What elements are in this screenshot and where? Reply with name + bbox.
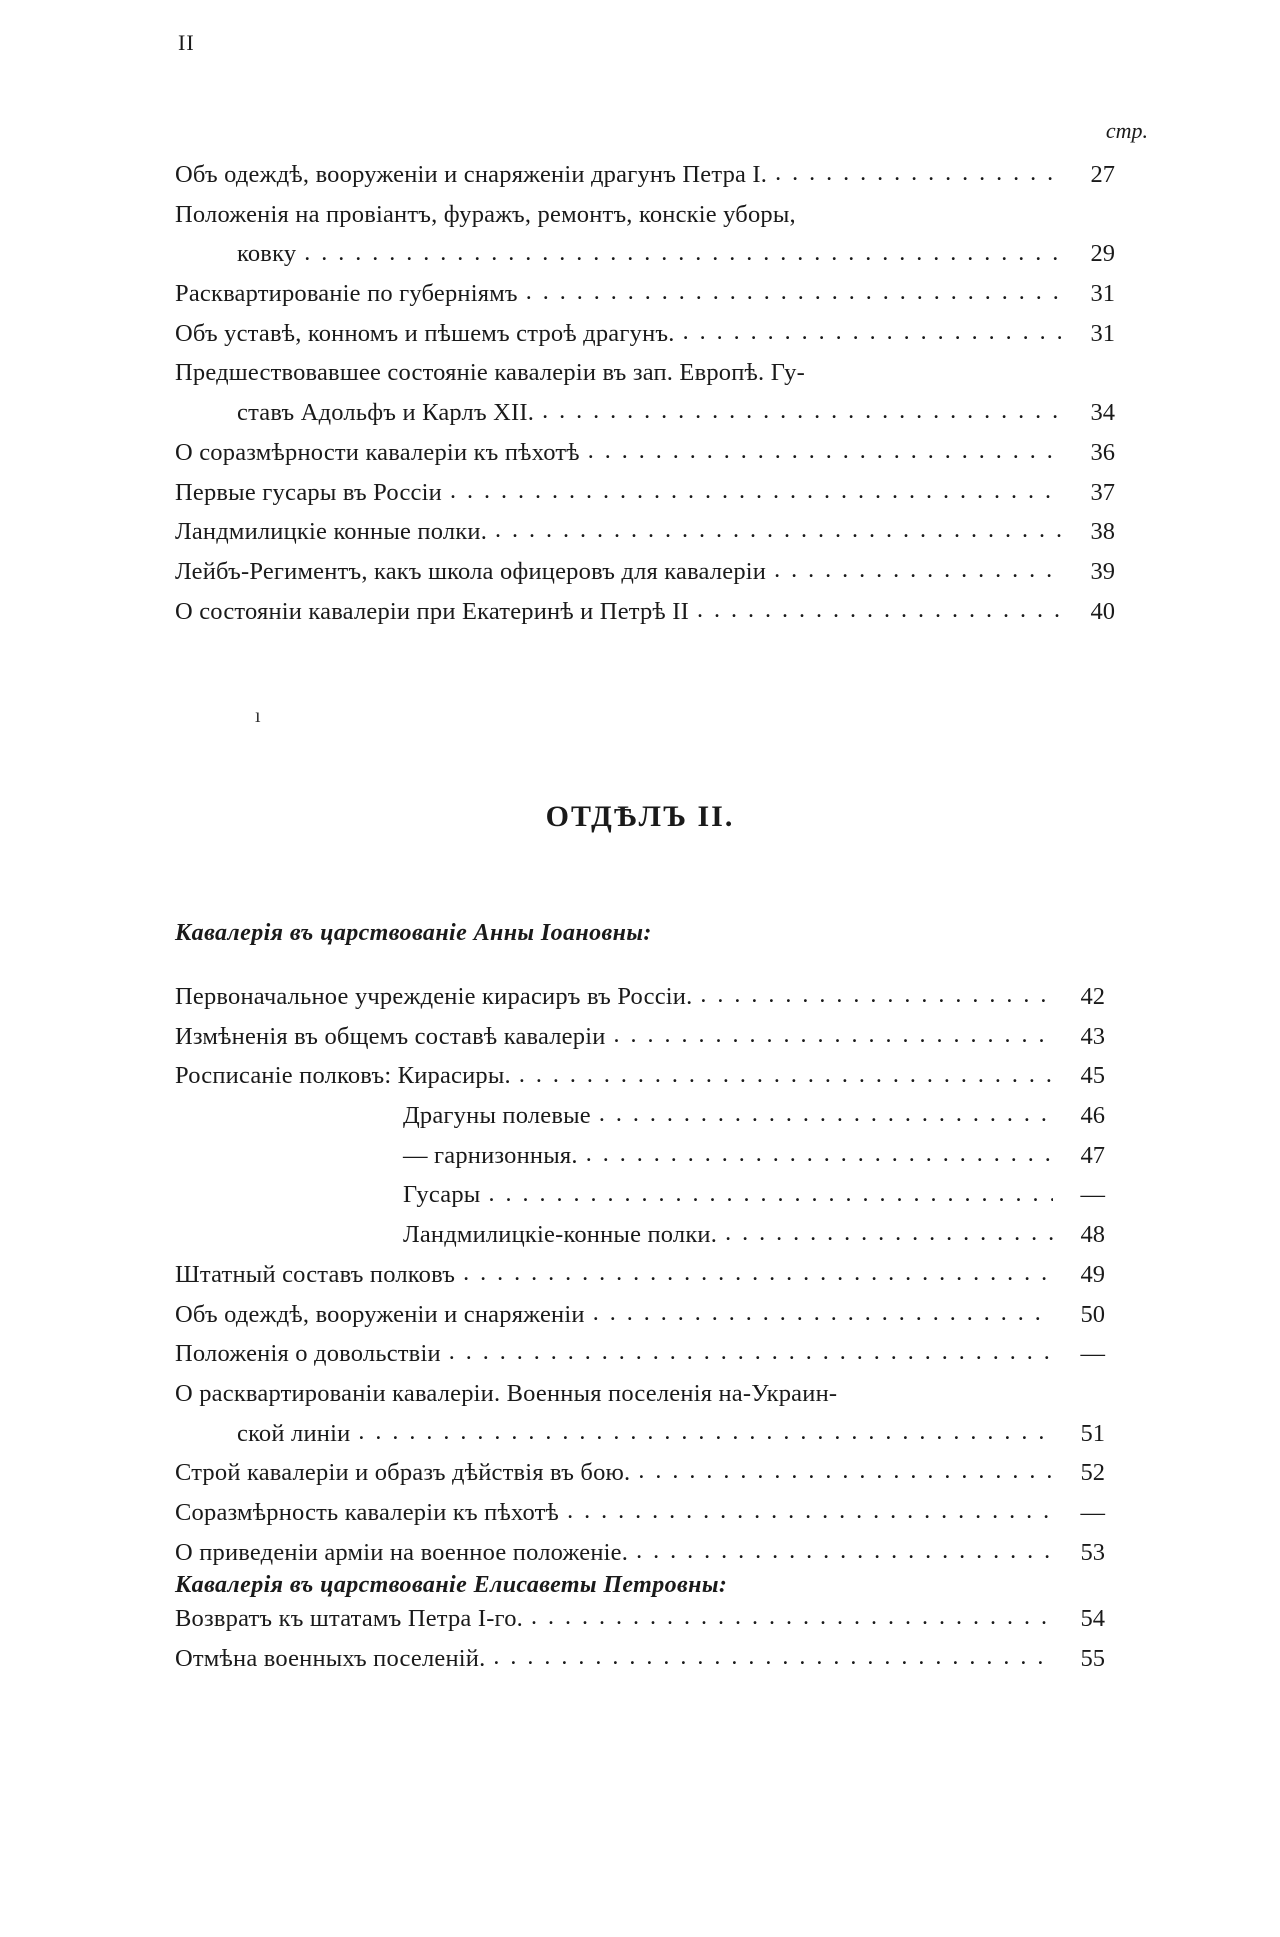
toc-leader-dots	[813, 369, 1063, 394]
toc-list-part-one	[175, 155, 1115, 631]
toc-entry[interactable]	[175, 234, 1115, 274]
subheading-elisaveta: Кавалерія въ царствованіе Елисаветы Петровны:	[175, 1572, 728, 1599]
toc-entry-page: 46	[1080, 1102, 1105, 1130]
toc-leader-dots	[531, 1615, 1053, 1640]
toc-entry[interactable]	[175, 393, 1115, 433]
toc-leader-dots	[700, 992, 1053, 1017]
toc-entry-title: Отмѣна военныхъ поселеній.	[175, 1645, 486, 1672]
toc-entry[interactable]	[175, 353, 1115, 393]
toc-leader-dots	[774, 567, 1063, 592]
toc-leader-dots	[775, 170, 1063, 195]
toc-entry[interactable]	[175, 433, 1115, 473]
toc-leader-dots	[683, 329, 1063, 354]
toc-entry-title: Первые гусары въ Россіи	[175, 478, 442, 506]
toc-leader-dots	[519, 1072, 1053, 1097]
toc-entry-page: 37	[1090, 478, 1115, 506]
toc-entry-page: 29	[1090, 240, 1115, 268]
toc-entry-title: Драгуны полевые	[403, 1102, 591, 1130]
toc-entry-title: О приведеніи арміи на военное положеніе.	[175, 1538, 629, 1566]
stray-mark: ı	[255, 705, 261, 727]
toc-entry-page: 45	[1080, 1062, 1105, 1090]
toc-entry-page: —	[1080, 1498, 1105, 1526]
toc-entry-title: Положенія на провіантъ, фуражъ, ремонтъ, конскіе уборы,	[175, 200, 796, 228]
toc-entry[interactable]	[175, 1255, 1105, 1295]
toc-entry-title: Строй кавалеріи и образъ дѣйствія въ бою.	[175, 1459, 631, 1487]
toc-leader-dots	[636, 1548, 1053, 1573]
toc-leader-dots	[804, 210, 1063, 235]
toc-entry-page: 34	[1090, 399, 1115, 427]
spacer	[175, 947, 1105, 977]
toc-entry-title: Соразмѣрность кавалеріи къ пѣхотѣ	[175, 1498, 560, 1526]
toc-entry-title: О расквартированіи кавалеріи. Военныя поселенія на-Украин-	[175, 1379, 838, 1407]
page-column-header: стр.	[1105, 118, 1148, 143]
toc-leader-dots	[588, 448, 1063, 473]
toc-list-part-two-container	[175, 920, 1105, 1679]
toc-leader-dots	[493, 1654, 1053, 1679]
toc-entry[interactable]	[175, 1017, 1105, 1057]
toc-leader-dots	[542, 408, 1063, 433]
toc-entry[interactable]	[175, 1215, 1105, 1255]
toc-entry[interactable]	[175, 155, 1115, 195]
toc-entry[interactable]	[175, 1175, 1105, 1215]
toc-entry[interactable]	[175, 1334, 1105, 1374]
toc-leader-dots	[599, 1111, 1053, 1136]
toc-entry[interactable]	[175, 512, 1115, 552]
subheading-anna: Кавалерія въ царствованіе Анны Іоановны:	[175, 920, 652, 946]
toc-entry-title: Измѣненія въ общемъ составѣ кавалеріи	[175, 1022, 606, 1050]
toc-entry-title: Ландмилицкіе конные полки.	[175, 518, 488, 546]
toc-entry[interactable]	[175, 1414, 1105, 1454]
toc-entry-page: 27	[1090, 161, 1115, 188]
toc-entry-page: 38	[1090, 518, 1115, 546]
toc-entry-page: —	[1080, 1340, 1105, 1368]
toc-entry-title: Возвратъ къ штатамъ Петра I-го.	[175, 1605, 523, 1633]
toc-entry-page: 43	[1080, 1022, 1105, 1050]
toc-entry-title: Положенія о довольствіи	[175, 1340, 441, 1368]
toc-entry[interactable]	[175, 274, 1115, 314]
toc-entry-title: Лейбъ-Региментъ, какъ школа офицеровъ для кавалеріи	[175, 557, 767, 585]
toc-entry-page: 36	[1090, 438, 1115, 466]
toc-entry-title: Объ уставѣ, конномъ и пѣшемъ строѣ драгунъ.	[175, 319, 675, 347]
toc-leader-dots	[638, 1468, 1053, 1493]
toc-entry[interactable]	[175, 592, 1115, 632]
toc-entry[interactable]	[175, 1533, 1105, 1573]
page-folio: II	[178, 30, 195, 55]
toc-entry-title: О соразмѣрности кавалеріи къ пѣхотѣ	[175, 438, 580, 466]
toc-entry-title: ской линіи	[237, 1419, 351, 1447]
toc-entry-page: 51	[1080, 1419, 1105, 1447]
toc-entry[interactable]	[175, 195, 1115, 235]
toc-entry[interactable]	[175, 977, 1105, 1017]
toc-entry[interactable]	[175, 1056, 1105, 1096]
toc-entry-page: 52	[1080, 1459, 1105, 1487]
toc-entry-page: 50	[1080, 1300, 1105, 1328]
toc-leader-dots	[586, 1151, 1053, 1176]
toc-leader-dots	[845, 1389, 1053, 1414]
toc-leader-dots	[449, 1349, 1053, 1374]
toc-entry[interactable]	[175, 1096, 1105, 1136]
toc-entry-title: Росписаніе полковъ: Кирасиры.	[175, 1062, 511, 1090]
toc-entry-title: Штатный составъ полковъ	[175, 1260, 456, 1288]
toc-leader-dots	[304, 250, 1063, 275]
toc-leader-dots	[488, 1191, 1053, 1216]
toc-entry-page: 42	[1080, 983, 1105, 1010]
toc-entry-title: Объ одеждѣ, вооруженіи и снаряженіи драгунъ Петра I.	[175, 161, 768, 188]
toc-entry[interactable]	[175, 1493, 1105, 1533]
toc-leader-dots	[697, 607, 1063, 632]
toc-entry-title: ковку	[237, 240, 297, 268]
toc-entry-page: 47	[1080, 1141, 1105, 1169]
toc-entry-title: Расквартированіе по губерніямъ	[175, 280, 518, 308]
toc-entry-title: — гарнизонныя.	[403, 1141, 578, 1169]
toc-leader-dots	[593, 1310, 1053, 1335]
toc-entry-page: 40	[1090, 597, 1115, 625]
toc-leader-dots	[358, 1429, 1053, 1454]
toc-leader-dots	[463, 1270, 1053, 1295]
toc-entry[interactable]	[175, 1295, 1105, 1335]
toc-entry-page: 39	[1090, 557, 1115, 585]
toc-entry-title: Предшествовавшее состояніе кавалеріи въ зап. Европѣ. Гу-	[175, 359, 805, 387]
toc-list-part-three	[175, 1599, 1105, 1678]
section-heading: ОТДѢЛЪ II.	[545, 800, 735, 833]
toc-entry[interactable]	[175, 1453, 1105, 1493]
toc-entry[interactable]	[175, 1374, 1105, 1414]
toc-leader-dots	[450, 488, 1063, 513]
toc-entry-page: 31	[1090, 280, 1115, 308]
toc-leader-dots	[526, 289, 1063, 314]
toc-entry-page: 54	[1080, 1605, 1105, 1633]
toc-list-part-two	[175, 977, 1105, 1572]
toc-entry-page: —	[1080, 1181, 1105, 1209]
toc-entry-title: Объ одеждѣ, вооруженіи и снаряженіи	[175, 1300, 585, 1328]
toc-entry[interactable]	[175, 1136, 1105, 1176]
toc-entry-page: 48	[1080, 1221, 1105, 1249]
toc-entry[interactable]	[175, 1599, 1105, 1639]
toc-leader-dots	[614, 1032, 1053, 1057]
toc-entry-page: 49	[1080, 1260, 1105, 1288]
toc-leader-dots	[495, 527, 1063, 552]
toc-entry[interactable]	[175, 314, 1115, 354]
toc-entry-page: 53	[1080, 1538, 1105, 1566]
toc-entry-title: Первоначальное учрежденіе кирасиръ въ Россіи.	[175, 983, 693, 1010]
toc-entry[interactable]	[175, 1639, 1105, 1679]
toc-entry-title: Гусары	[403, 1181, 481, 1209]
toc-entry-page: 55	[1080, 1645, 1105, 1672]
toc-entry-title: О состояніи кавалеріи при Екатеринѣ и Петрѣ II	[175, 597, 689, 625]
toc-entry[interactable]	[175, 473, 1115, 513]
toc-leader-dots	[725, 1230, 1053, 1255]
toc-leader-dots	[567, 1508, 1053, 1533]
toc-entry[interactable]	[175, 552, 1115, 592]
toc-entry-page: 31	[1090, 319, 1115, 347]
toc-entry-title: ставъ Адольфъ и Карлъ XII.	[237, 399, 535, 427]
toc-entry-title: Ландмилицкіе-конные полки.	[403, 1221, 718, 1249]
